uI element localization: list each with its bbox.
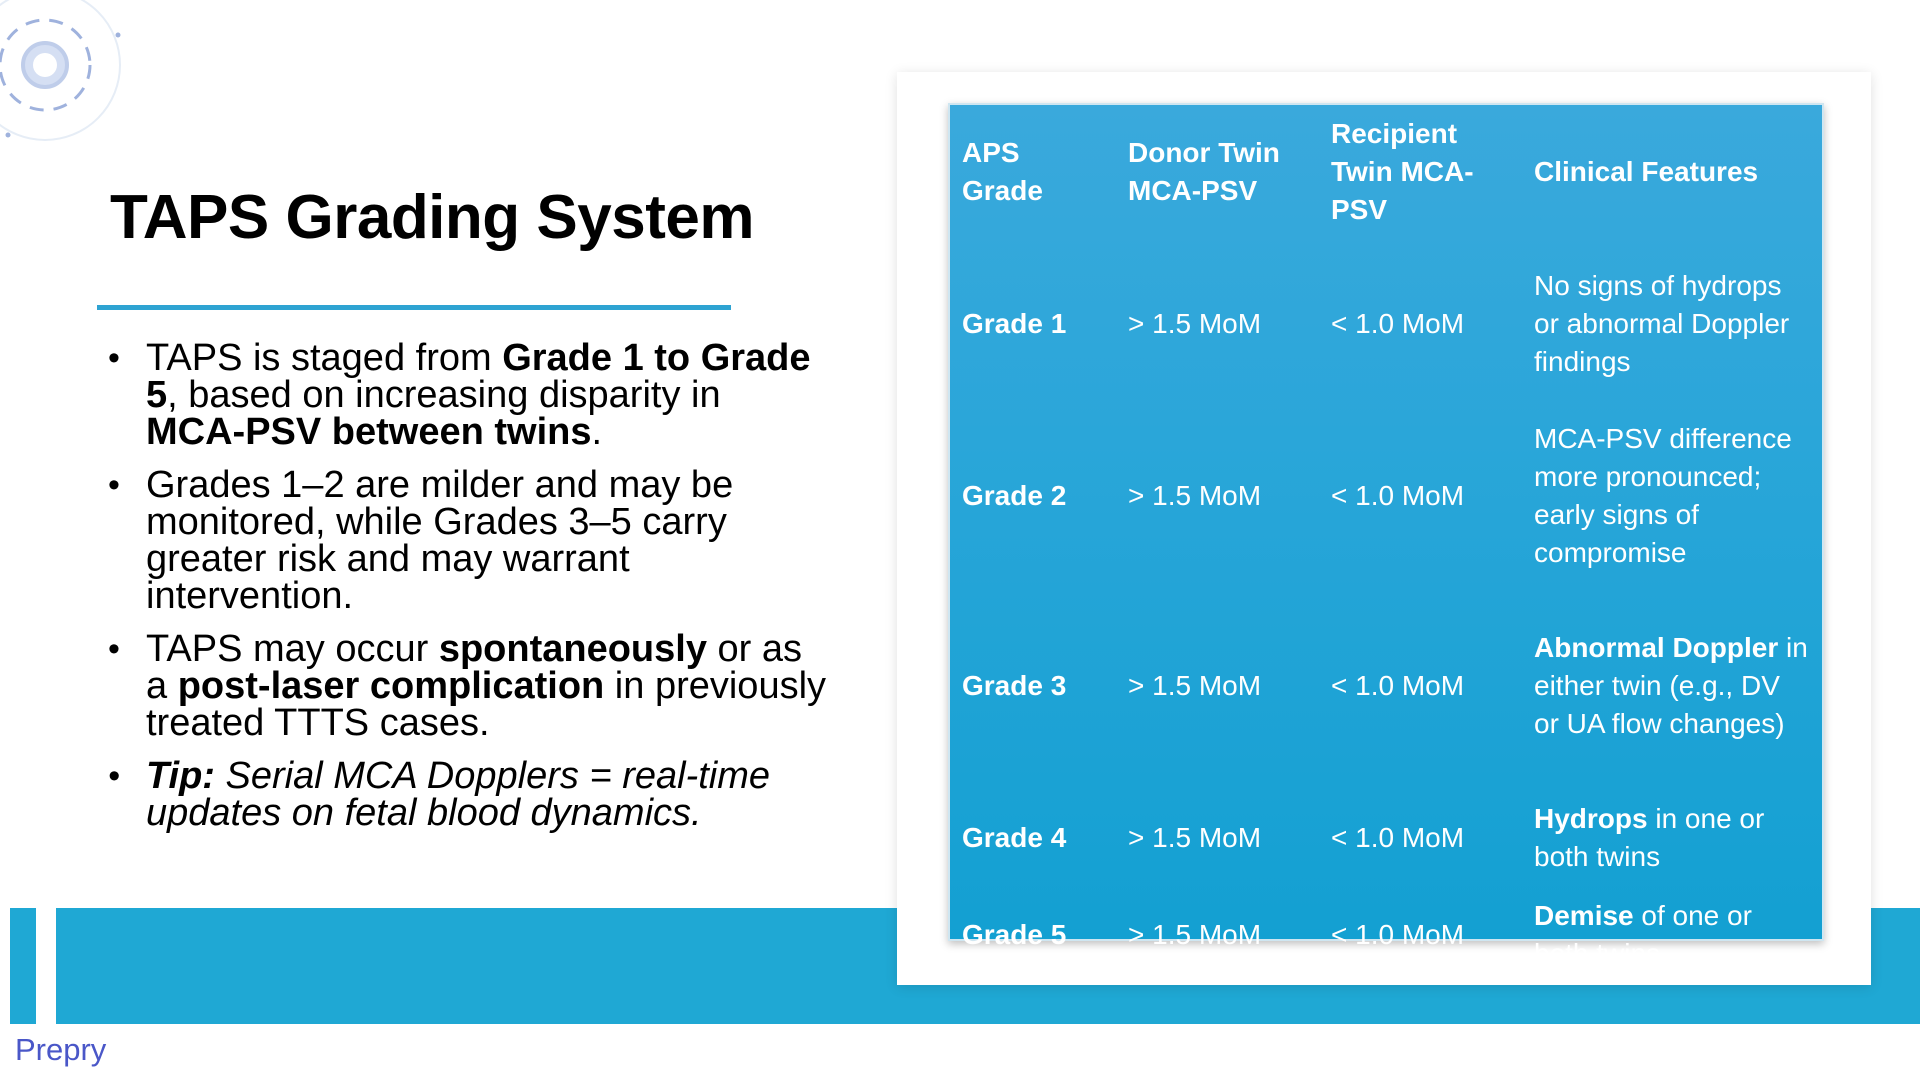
- concentric-circles-icon: [0, 0, 140, 150]
- tip-label: Tip:: [146, 755, 215, 797]
- feature-emphasis: Demise: [1534, 899, 1634, 931]
- cell-features: [1522, 409, 1822, 583]
- cell-recipient: < 1.0 MoM: [1331, 822, 1465, 853]
- table-row: [950, 583, 1822, 789]
- bullet-emphasis: spontaneously: [438, 628, 707, 670]
- cell-grade: Grade 3: [962, 670, 1067, 701]
- bullet-text: or as a: [146, 628, 803, 707]
- bullet-text: Serial MCA Dopplers = real-time updates on fetal blood dynamics.: [146, 755, 770, 834]
- cell-donor: > 1.5 MoM: [1128, 918, 1262, 950]
- feature-text: in either twin (e.g., DV or UA flow changes): [1534, 632, 1808, 739]
- cell-grade: Grade 2: [962, 480, 1067, 511]
- feature-text: in one or both twins: [1534, 803, 1765, 872]
- cell-donor: > 1.5 MoM: [1128, 480, 1262, 511]
- header-grade: APS Grade: [962, 137, 1043, 206]
- cell-recipient: < 1.0 MoM: [1331, 918, 1465, 950]
- feature-text: MCA-PSV difference more pronounced; early signs of compromise: [1534, 423, 1792, 568]
- bullet-text: Grades 1–2 are milder and may be monitored, while Grades 3–5 carry greater risk and may warrant intervention.: [146, 464, 734, 617]
- grading-table-panel: [948, 103, 1824, 969]
- title-underline: [97, 305, 731, 310]
- cell-recipient: < 1.0 MoM: [1331, 308, 1465, 339]
- table-row: [950, 789, 1822, 887]
- cell-recipient: < 1.0 MoM: [1331, 670, 1465, 701]
- feature-emphasis: Abnormal Doppler: [1534, 632, 1779, 663]
- cell-grade: Grade 1: [962, 308, 1067, 339]
- bullet-item: [108, 628, 828, 744]
- table-header-row: [950, 105, 1822, 239]
- header-features: Clinical Features: [1534, 156, 1759, 187]
- bullet-item: [108, 337, 828, 453]
- footer-band-accent: [10, 908, 36, 1024]
- bullet-text: .: [591, 411, 603, 453]
- table-row: [950, 239, 1822, 409]
- bullet-emphasis: post-laser complication: [177, 665, 605, 707]
- cell-grade: Grade 5: [962, 918, 1067, 950]
- cell-donor: > 1.5 MoM: [1128, 822, 1262, 853]
- bullet-emphasis: Grade 1 to Grade 5: [146, 337, 811, 416]
- cell-recipient: < 1.0 MoM: [1331, 480, 1465, 511]
- feature-emphasis: Hydrops: [1534, 803, 1648, 834]
- cell-features: [1522, 887, 1822, 982]
- bullet-text: in previously treated TTTS cases.: [146, 665, 827, 744]
- bullet-list: [108, 337, 828, 848]
- bullet-text: , based on increasing disparity in: [167, 374, 721, 416]
- slide-title: TAPS Grading System: [110, 183, 754, 252]
- header-recipient: Recipient Twin MCA-PSV: [1331, 118, 1474, 225]
- cell-donor: > 1.5 MoM: [1128, 670, 1262, 701]
- table-row: [950, 409, 1822, 583]
- bullet-text: TAPS may occur: [146, 628, 439, 670]
- bullet-item: [108, 464, 828, 617]
- feature-text: of one or both twins: [1534, 899, 1752, 969]
- grading-table: [950, 105, 1822, 982]
- bullet-emphasis: MCA-PSV between twins: [146, 411, 592, 453]
- cell-donor: > 1.5 MoM: [1128, 308, 1262, 339]
- brand-logo-text: Prepry: [15, 1032, 107, 1067]
- bullet-text: TAPS is staged from: [146, 337, 503, 379]
- table-row: [950, 887, 1822, 982]
- cell-features: [1522, 583, 1822, 789]
- cell-grade: Grade 4: [962, 822, 1067, 853]
- bullet-item-tip: [108, 755, 828, 834]
- cell-features: [1522, 789, 1822, 887]
- cell-features: [1522, 239, 1822, 409]
- feature-text: No signs of hydrops or abnormal Doppler findings: [1534, 270, 1790, 377]
- header-donor: Donor Twin MCA-PSV: [1128, 137, 1280, 206]
